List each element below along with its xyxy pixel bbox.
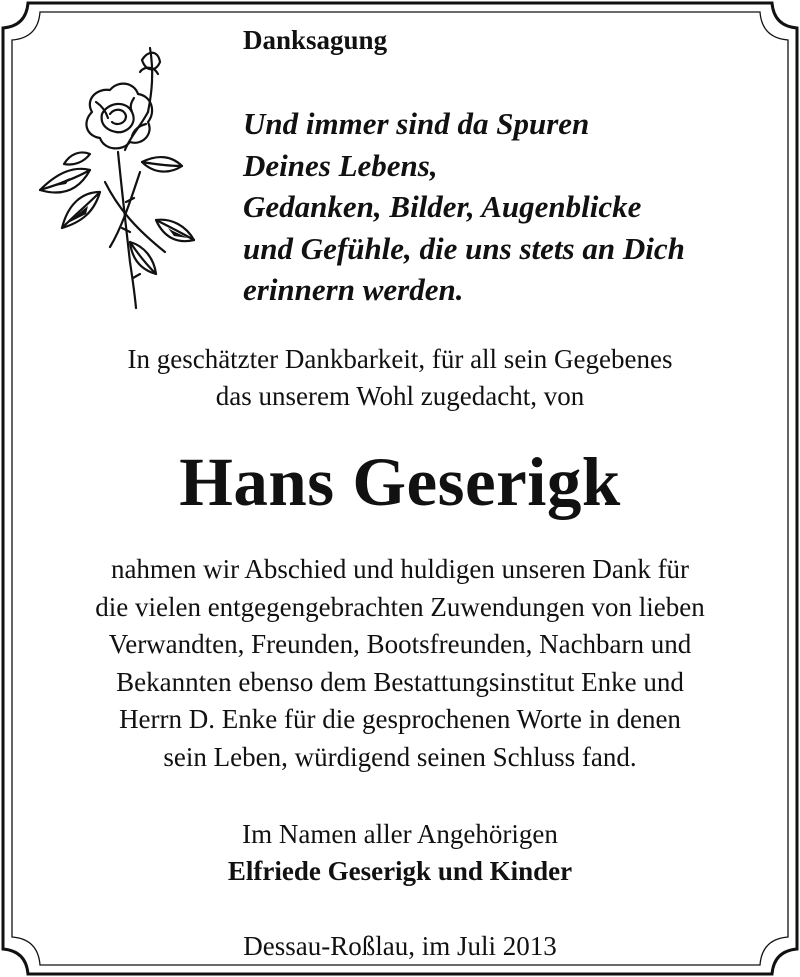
verse-line: Gedanken, Bilder, Augenblicke: [243, 189, 642, 224]
deceased-name: Hans Geserigk: [179, 444, 621, 520]
signature-line: Im Namen aller Angehörigen: [242, 819, 558, 849]
body-line: Verwandten, Freunden, Bootsfreunden, Nachbarn und: [108, 629, 692, 659]
thanks-text: [20, 551, 780, 776]
notice-heading: Danksagung: [243, 25, 388, 55]
verse-line: und Gefühle, die uns stets an Dich: [243, 230, 685, 266]
verse-line: Deines Lebens,: [243, 147, 438, 183]
intro-line: das unserem Wohl zugedacht, von: [215, 381, 585, 411]
memorial-verse: [243, 103, 685, 311]
signature-names: Elfriede Geserigk und Kinder: [227, 856, 573, 886]
body-line: Herrn D. Enke für die gesprochenen Worte in denen: [119, 704, 681, 734]
body-line: sein Leben, würdigend seinen Schluss fand.: [163, 741, 637, 772]
verse-line: Und immer sind da Spuren: [243, 106, 590, 141]
intro-text: [20, 341, 780, 415]
place-date: Dessau-Roßlau, im Juli 2013: [243, 931, 557, 961]
verse-line: erinnern werden.: [243, 272, 464, 307]
body-line: nahmen wir Abschied und huldigen unseren Dank für: [110, 554, 690, 584]
intro-line: In geschätzter Dankbarkeit, für all sein Gegebenes: [127, 344, 673, 374]
body-line: die vielen entgegengebrachten Zuwendungen von lieben: [95, 591, 705, 622]
rose-icon: [30, 42, 200, 312]
body-line: Bekannten ebenso dem Bestattungsinstitut Enke und: [116, 666, 684, 697]
